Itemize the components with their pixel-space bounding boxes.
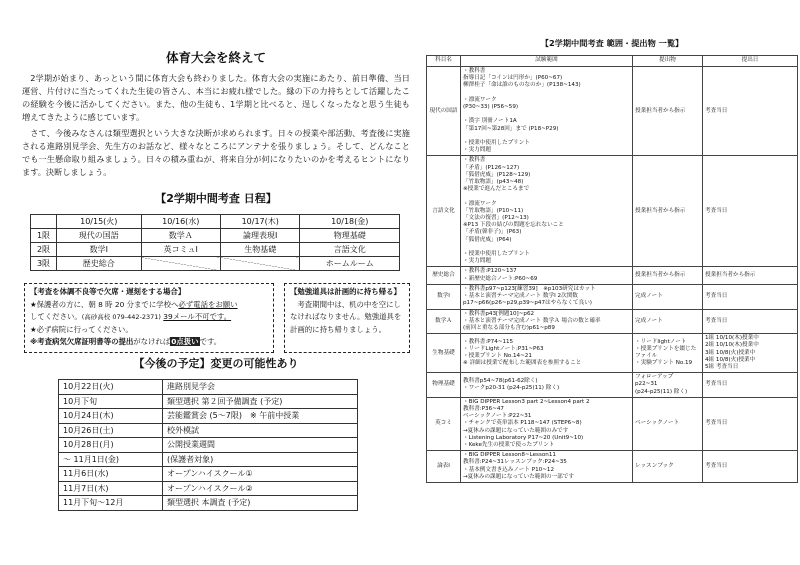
exam-row: 数学Ａ ・教科書p43[例題10]~p62 ・基本と演習テーマ完成ノート 数学Ａ 場合の数と確率 (前回と重なる部分も含む)p61~p89 完成ノート 考査当日: [427, 309, 798, 334]
subject-cell: ホームルーム: [300, 257, 400, 271]
upcoming-plans-table: [58, 379, 358, 511]
subject-cell: 歴史総合: [57, 257, 142, 271]
exam-row: 数学Ⅰ ・教科書p97~p123[練習39] ※p103研究はカット ・基本と演習テーマ完成ノート 数学Ⅰ 2次関数 p17~p66(p26~p29,p39~p47はやらなくて良い) 完成ノート 考査当日: [427, 284, 798, 309]
exam-row: 論表Ⅰ ・BIG DIPPER Lesson8~Lesson11 教科書:P24~31レッスンブック:P24~35 ・基本例文書き込みノート P10~12 →夏休みの課題になっていた範囲の一部です レッスンブック 考査当日: [427, 451, 798, 483]
subject-cell: 現代の国語: [57, 229, 142, 243]
period-label: 1限: [31, 229, 57, 243]
page-title: 体育大会を終えて: [165, 50, 266, 65]
period-label: 2限: [31, 243, 57, 257]
date-cell: 10/16(水): [141, 215, 220, 229]
subject-cell: 論理表現Ⅰ: [220, 229, 299, 243]
empty-slot: [141, 257, 220, 271]
tools-body: 考査期間中は、机の中を空にしなければなりません。勉強道具を計画的に持ち帰りましょう。: [290, 299, 402, 334]
subject-cell: 言語文化: [300, 243, 400, 257]
date-cell: 10/17(木): [220, 215, 299, 229]
schedule-title: 【2学期中間考査 日程】: [155, 192, 277, 205]
plan-row: 10月24日(木) 芸能鑑賞会 (5～7限) ※ 午前中授業: [59, 409, 358, 424]
schedule-row: [31, 257, 400, 271]
date-cell: 10/15(火): [57, 215, 142, 229]
plans-title: 【今後の予定】変更の可能性あり: [133, 357, 299, 370]
plan-row: 10月26日(土) 校外模試: [59, 423, 358, 438]
subject-cell: 数学Ⅰ: [57, 243, 142, 257]
exam-row: 生物基礎 ・教科書:P74~115 ・リードLightノート:P31~P63 ・授業プリント No.14~21 ※ 詳細は授業で配布した範囲表を参照すること ・リードlightノート ・授業プリントを綴じたファイル ・実験プリント No.19 1組 10/10(木)授業中 2組 10/10(木)授業中 3組 10/8(火)授業中 4組 10/8(火)授業中 5組 考査当日: [427, 334, 798, 373]
absence-heading: 【考査を体調不良等で欠席・遅刻をする場合】: [30, 287, 186, 296]
subject-cell: 英コミュⅠ: [141, 243, 220, 257]
exam-row: 物理基礎 教科書p54~78(p61-62除く) ・ワークp20-31 (p24-p25(11) 除く) フォローアップ p22~31 (p24-p25(11) 除く) 考査当日: [427, 373, 798, 398]
plan-row: 11月7日(木) オープンハイスクール②: [59, 481, 358, 496]
exam-row: 歴史総合 ・教科書:P120~137 ・新歴史総合ノート:P60~69 授業担当者から指示 授業担当者から指示: [427, 267, 798, 284]
subject-cell: 数学Ａ: [141, 229, 220, 243]
exam-scope-title: 【2学期中間考査 範囲・提出物 一覧】: [540, 38, 684, 48]
plan-row: 11月6日(水) オープンハイスクール①: [59, 467, 358, 482]
absence-notice-box: 【考査を体調不良等で欠席・遅刻をする場合】 ★保護者の方に、朝 8 時 20 分までに学校へ必ず電話をお願い してください。(高砂高校 079-442-2371) 39メール不可です。 ★必ず病院に行ってください。 ※考査病気欠席証明書等の提出がなければ0点扱いです。: [24, 283, 274, 353]
right-column: [426, 38, 798, 483]
intro-paragraph-1: 2学期が始まり、あっという間に体育大会も終わりました。体育大会の実施にあたり、前日準備、当日運営、片付けに当たってくれた生徒の皆さん、本当にお疲れ様でした。縁の下の力持ちとして活躍したこの経験を今後に活かしてください。また、他の生徒も、1学期と比べると、逞しくなったなと思う生徒も増えてきたように感じています。: [22, 73, 410, 123]
subject-cell: 物理基礎: [300, 229, 400, 243]
date-cell: 10/18(金): [300, 215, 400, 229]
zero-points-highlight: 0点扱い: [171, 337, 199, 347]
plan-row: 10月下旬 類型選択 第２回予備調査 (予定): [59, 394, 358, 409]
study-tools-box: [284, 283, 410, 353]
exam-row: 言語文化 ・教科書 「矛盾」(P126~127) 「狐借虎威」(P128~129) 「竹取物語」(p43~48) ※授業で進んだところまで ・漂流ワーク 「竹取物語」(P10~11) 「文法の復習」(P12~13) ※P13 下段の結びの問題を忘れないこと 「矛盾(韓非子)」(P63) 「狐借虎威」(P64) ・授業中使用したプリント ・実力問題 授業担当者から指示 考査当日: [427, 156, 798, 267]
period-label: 3限: [31, 257, 57, 271]
exam-scope-table: [426, 55, 798, 483]
tools-heading: 【勉強道具は計画的に持ち帰る】: [290, 287, 401, 296]
exam-row: 英コミ ・BIG DIPPER Lesson3 part 2~Lesson4 part 2 教科書:P36~47 ベーシックノート:P22~31 ・チャンクで英単語本 P118~147 (STEP6~8) →夏休みの課題になっていた範囲のみです ・Listening Laboratory P17~20 (Unit9~10) ・Keke先生の授業で使ったプリント ベーシックノート 考査当日: [427, 397, 798, 450]
empty-slot: [220, 257, 299, 271]
plan-row: 11月下旬～12月 類型選択 本調査 (予定): [59, 496, 358, 511]
schedule-header-row: [31, 215, 400, 229]
plan-row: 10月22日(火) 進路別見学会: [59, 380, 358, 395]
plan-row: ～ 11月1日(金) (保護者対象): [59, 452, 358, 467]
plan-row: 10月28日(月) 公開授業週間: [59, 438, 358, 453]
schedule-row: [31, 229, 400, 243]
exam-schedule-table: [30, 214, 400, 271]
exam-header-row: 科目名 試験範囲 提出物 提出日: [427, 56, 798, 67]
subject-cell: 生物基礎: [220, 243, 299, 257]
schedule-row: [31, 243, 400, 257]
exam-row: 現代の国語 ・教科書 指導日記「コインは円形か」(P60~67) 柳澤桂子「命は誰のものなのか」(P138~143) ・漂流ワーク (P30~33) (P56~59) ・漢字 別冊ノート1A 「第17回~第28回」まで (P18~P29) ・授業中使用したプリント ・実力問題 授業担当者から指示 考査当日: [427, 67, 798, 156]
intro-paragraph-2: さて、今後みなさんは類型選択という大きな決断が求められます。日々の授業や部活動、考査後に実施される進路別見学会、先生方のお話など、様々なところにアンテナを張りましょう。そして、どんなことでも一生懸命取り組みましょう。日々の積み重ねが、将来自分が何になりたいのかを考えるヒントになります。決断しましょう。: [22, 128, 410, 178]
